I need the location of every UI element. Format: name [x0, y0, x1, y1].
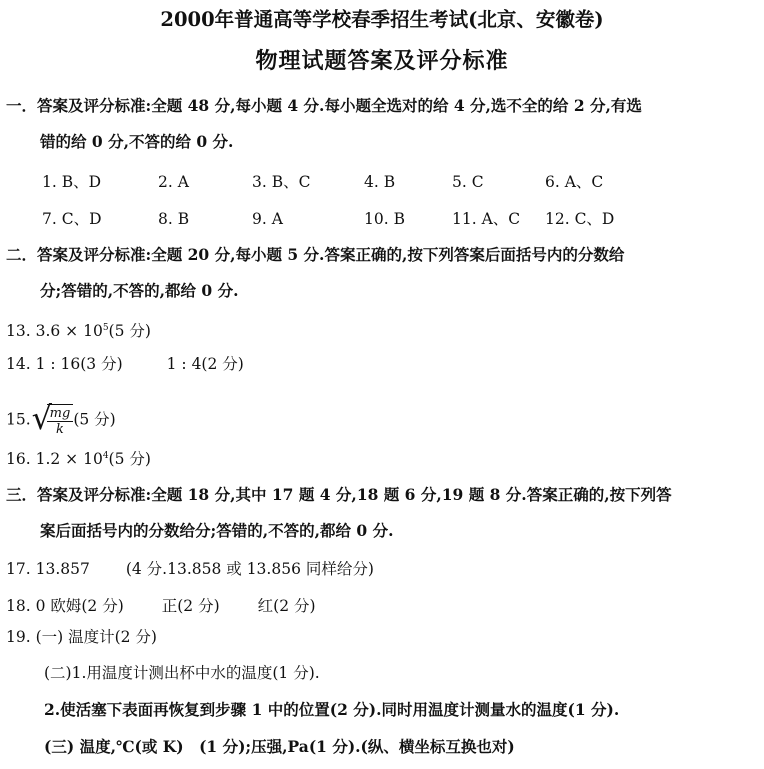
answer-6: 6. A、C [545, 173, 604, 191]
page-title: 2000年普通高等学校春季招生考试(北京、安徽卷) [160, 8, 604, 31]
answer-9: 9. A [252, 210, 283, 228]
answer-17-note: (4 分.13.858 或 13.856 同样给分) [125, 560, 374, 578]
answer-13-score: (5 分) [108, 322, 151, 340]
answer-19-line-2: (二)1.用温度计测出杯中水的温度(1 分). [44, 664, 320, 682]
section-1-intro-continued: 错的给 0 分,不答的给 0 分. [40, 132, 234, 151]
answer-16-exponent: 4 [102, 451, 109, 461]
square-root-expression [31, 399, 74, 437]
answer-8: 8. B [158, 210, 190, 228]
answer-14-part-2: 1 : 4(2 分) [166, 355, 244, 373]
answer-16 [6, 446, 151, 469]
page-subtitle: 物理试题答案及评分标准 [255, 48, 509, 74]
fraction-numerator: mg [47, 406, 74, 422]
answer-5: 5. C [452, 173, 484, 191]
answer-16-number: 16. [6, 450, 31, 468]
answer-15-score: (5 分) [73, 410, 116, 429]
answer-19-line-1: 19. (一) 温度计(2 分) [6, 628, 157, 646]
answer-13-number: 13. [6, 322, 31, 340]
section-1-intro: 一．答案及评分标准:全题 48 分,每小题 4 分.每小题全选对的给 4 分,选不全的给 2 分,有选 [6, 96, 642, 115]
radical-sign-icon: √ [31, 399, 53, 437]
answer-4: 4. B [364, 173, 396, 191]
answer-13 [6, 318, 151, 341]
fraction-denominator: k [56, 422, 64, 437]
answer-19-line-3: 2.使活塞下表面再恢复到步骤 1 中的位置(2 分).同时用温度计测量水的温度(1 分). [44, 700, 620, 719]
answer-1: 1. B、D [42, 173, 102, 191]
answer-3: 3. B、C [252, 173, 311, 191]
answer-15 [6, 399, 116, 437]
answer-14 [6, 354, 244, 374]
section-3-intro: 三．答案及评分标准:全题 18 分,其中 17 题 4 分,18 题 6 分,19 题 8 分.答案正确的,按下列答 [6, 485, 672, 504]
answer-14-part-1: 14. 1 : 16(3 分) [6, 355, 123, 373]
answer-10: 10. B [364, 210, 405, 228]
section-2-intro-continued: 分;答错的,不答的,都给 0 分. [40, 281, 239, 300]
answer-18 [6, 596, 316, 616]
answer-18-part-b: 正(2 分) [161, 597, 220, 615]
answer-2: 2. A [158, 173, 189, 191]
answer-16-base: 1.2 × 10 [35, 450, 103, 468]
answer-16-score: (5 分) [108, 450, 151, 468]
answer-15-number: 15. [6, 410, 31, 429]
answer-17 [6, 559, 374, 579]
section-2-intro: 二．答案及评分标准:全题 20 分,每小题 5 分.答案正确的,按下列答案后面括号内的分数给 [6, 245, 625, 264]
answer-13-base: 3.6 × 10 [35, 322, 103, 340]
answer-18-part-c: 红(2 分) [257, 597, 316, 615]
answer-11: 11. A、C [452, 210, 521, 228]
answer-18-part-a: 18. 0 欧姆(2 分) [6, 597, 124, 615]
answer-17-value: 13.857 [35, 560, 90, 578]
answer-7: 7. C、D [42, 210, 102, 228]
section-3-intro-continued: 案后面括号内的分数给分;答错的,不答的,都给 0 分. [40, 521, 394, 540]
answer-13-exponent: 5 [102, 323, 109, 333]
answer-19-line-4: (三) 温度,℃(或 K) (1 分);压强,Pa(1 分).(纵、横坐标互换也对) [44, 737, 515, 756]
answer-12: 12. C、D [545, 210, 615, 228]
answer-17-number: 17. [6, 560, 31, 578]
